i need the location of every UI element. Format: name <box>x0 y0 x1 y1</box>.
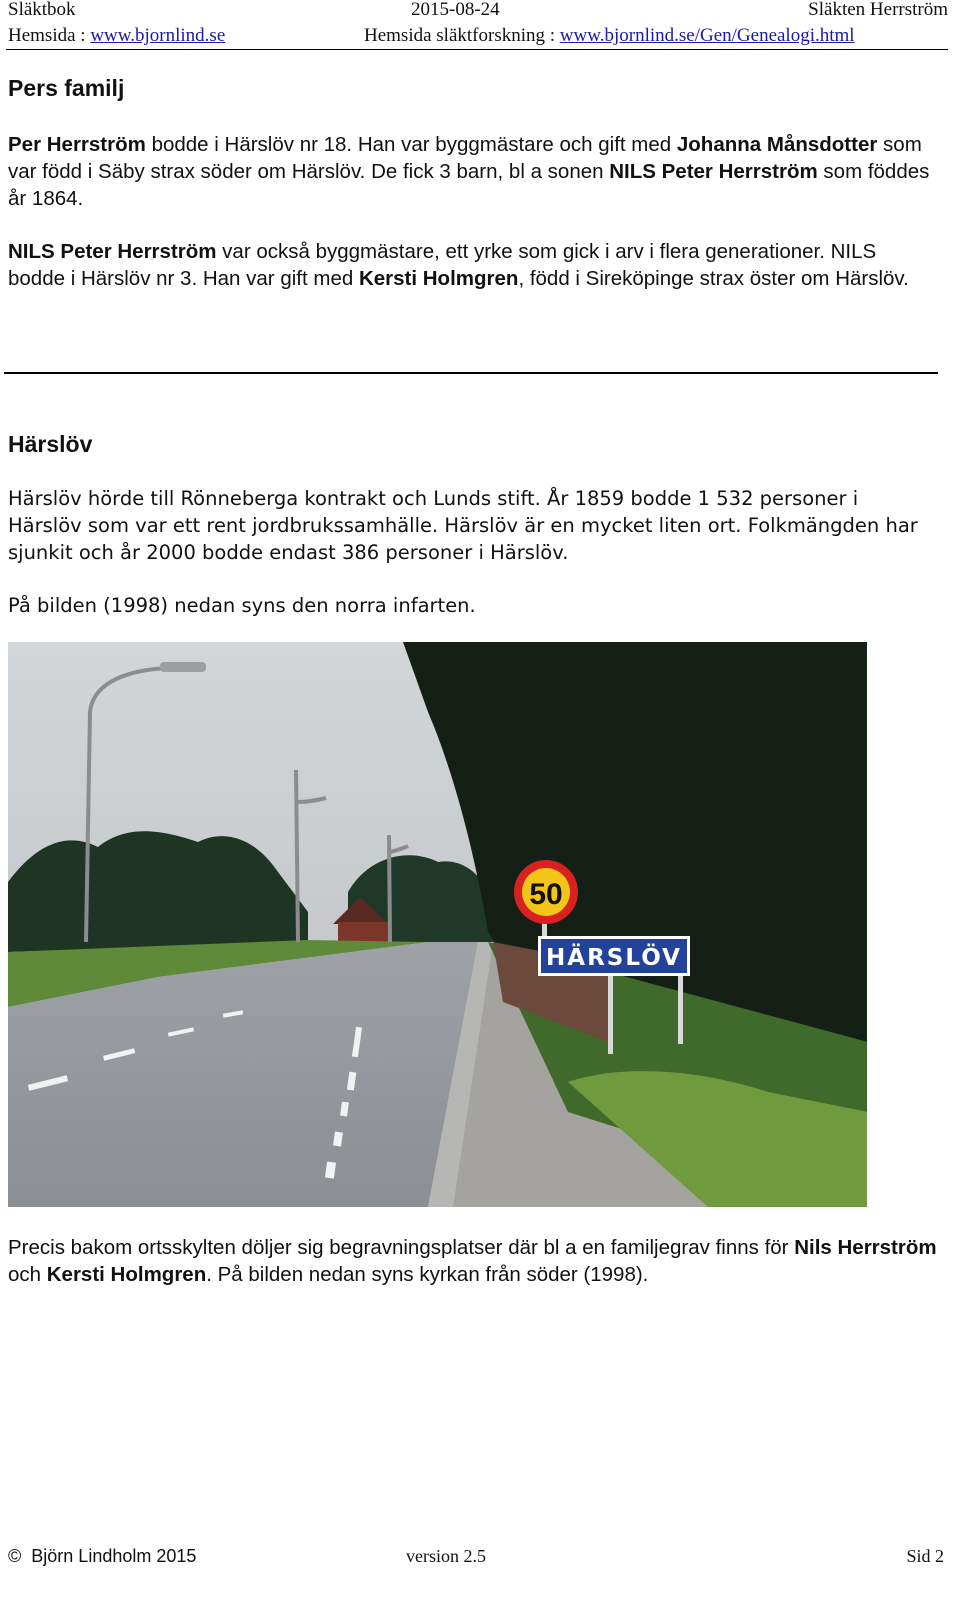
name-johanna: Johanna Månsdotter <box>676 133 878 156</box>
header-left-title: Släktbok <box>8 0 76 20</box>
footer-version: version 2.5 <box>406 1546 486 1566</box>
text: Precis bakom ortsskylten döljer sig begravningsplatser där bl a en familjegrav finns för <box>8 1236 795 1259</box>
name-nils-herrstrom: Nils Herrström <box>794 1236 937 1259</box>
name-per: Per Herrström <box>8 133 146 156</box>
text: som föddes år 1864. <box>8 160 930 210</box>
section-divider <box>4 372 938 374</box>
text: var också byggmästare, ett yrke som gick i arv i flera generationer. NILS bodde i Härslöv nr 3. Han var gift med <box>8 240 877 290</box>
photo-illustration <box>8 642 867 1207</box>
header-home <box>8 25 225 47</box>
paragraph-per-family <box>8 131 938 212</box>
header-home-link[interactable]: www.bjornlind.se <box>90 25 226 46</box>
text: . På bilden nedan syns kyrkan från söder (1998). <box>206 1263 649 1286</box>
footer-copyright <box>8 1545 196 1567</box>
name-nils: NILS Peter Herrström <box>609 160 818 183</box>
page-header <box>8 0 948 52</box>
text: som var född i Säby strax söder om Härslöv. De fick 3 barn, bl a sonen <box>8 133 922 183</box>
paragraph-photo-caption: På bilden (1998) nedan syns den norra infarten. <box>8 594 476 617</box>
text: , född i Sireköpinge strax öster om Härslöv. <box>518 267 909 290</box>
house <box>338 922 388 942</box>
name-kersti-holmgren: Kersti Holmgren <box>46 1263 207 1286</box>
copyright-symbol: © <box>8 1546 22 1566</box>
photo-harslov-north-entrance <box>8 642 867 1207</box>
name-kersti: Kersti Holmgren <box>358 267 519 290</box>
header-divider <box>6 49 948 50</box>
header-date: 2015-08-24 <box>411 0 500 20</box>
text: bodde i Härslöv nr 18. Han var byggmästare och gift med <box>145 133 677 156</box>
paragraph-grave <box>8 1234 938 1288</box>
footer-page-number: Sid 2 <box>906 1546 944 1566</box>
paragraph-harslov-history: Härslöv hörde till Rönneberga kontrakt och Lunds stift. År 1859 bodde 1 532 personer i Härslöv som var ett rent jordbrukssamhälle. Härslöv är en mycket liten ort. Folkmängden har sjunkit och år 2000 bodde endast 386 personer i Härslöv. <box>8 487 918 564</box>
header-genealogy-link[interactable]: www.bjornlind.se/Gen/Genealogi.html <box>559 25 855 46</box>
lamp-head <box>160 662 206 672</box>
footer-author: Björn Lindholm 2015 <box>31 1546 197 1566</box>
section-title-pers-familj: Pers familj <box>8 75 125 101</box>
section-title-harslov: Härslöv <box>8 431 93 457</box>
name-nils-peter: NILS Peter Herrström <box>8 240 217 263</box>
header-genealogy <box>364 25 855 47</box>
town-sign-text: HÄRSLÖV <box>546 945 682 971</box>
header-right-title: Släkten Herrström <box>808 0 948 20</box>
speed-limit-text: 50 <box>529 878 563 911</box>
header-home-label: Hemsida : <box>8 25 86 46</box>
paragraph-nils <box>8 238 938 292</box>
header-genealogy-label: Hemsida släktforskning : <box>364 25 556 46</box>
text: och <box>8 1263 47 1286</box>
